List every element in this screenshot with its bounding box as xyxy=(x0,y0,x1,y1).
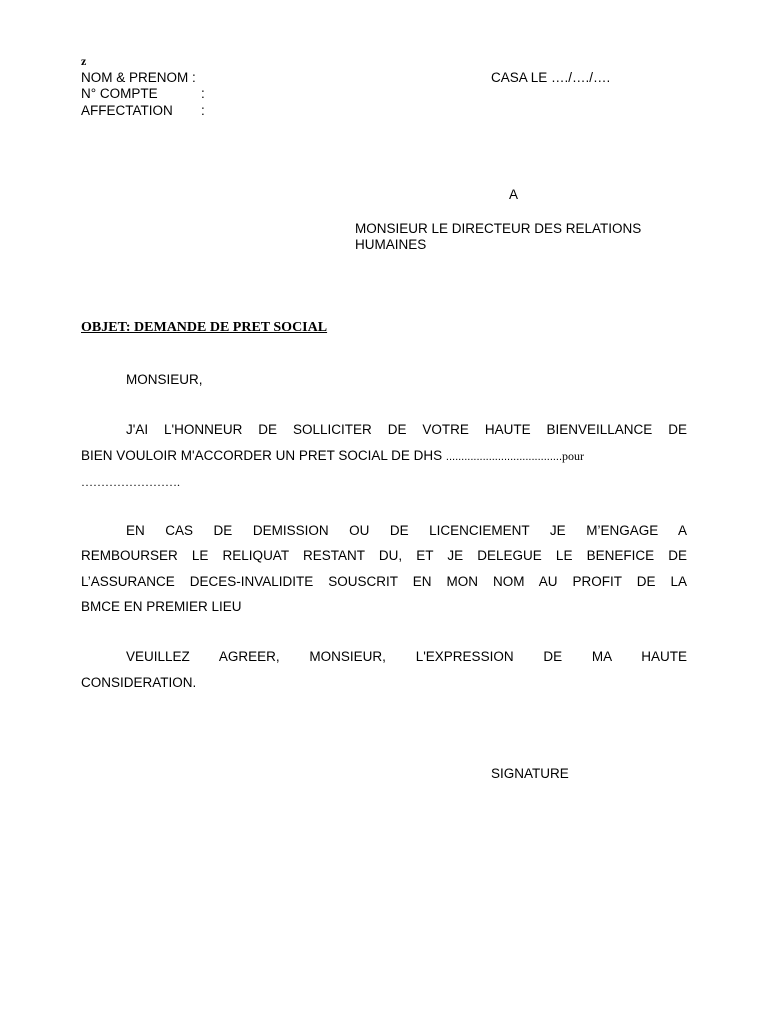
paragraph-2-line-4: BMCE EN PREMIER LIEU xyxy=(81,599,242,614)
signature-label: SIGNATURE xyxy=(491,766,569,781)
purpose-blank: ……………………. xyxy=(81,475,180,489)
header-mark: z xyxy=(81,54,87,68)
loan-request-text: BIEN VOULOIR M'ACCORDER UN PRET SOCIAL DE DHS xyxy=(81,448,443,463)
paragraph-2-line-1: EN CAS DE DEMISSION OU DE LICENCIEMENT JE M’ENGAGE A xyxy=(126,523,687,538)
assignment-field-label: AFFECTATION xyxy=(81,103,173,118)
purpose-word: pour xyxy=(562,449,585,463)
paragraph-1-line-1: J'AI L'HONNEUR DE SOLLICITER DE VOTRE HAUTE BIENVEILLANCE DE xyxy=(126,422,687,437)
account-field-colon: : xyxy=(201,86,205,101)
assignment-field-colon: : xyxy=(201,103,205,118)
name-field-label: NOM & PRENOM : xyxy=(81,70,196,85)
date-line: CASA LE …./…./…. xyxy=(491,70,611,85)
paragraph-2-line-3: L’ASSURANCE DECES-INVALIDITE SOUSCRIT EN MON NOM AU PROFIT DE LA xyxy=(81,574,687,589)
recipient-line-1: MONSIEUR LE DIRECTEUR DES RELATIONS xyxy=(355,221,642,236)
recipient-line-2: HUMAINES xyxy=(355,237,427,252)
recipient-prefix: A xyxy=(509,187,519,202)
paragraph-2-line-2: REMBOURSER LE RELIQUAT RESTANT DU, ET JE DELEGUE LE BENEFICE DE xyxy=(81,548,687,563)
amount-blank: ...................................... xyxy=(445,451,563,463)
letter-subject: OBJET: DEMANDE DE PRET SOCIAL xyxy=(81,320,328,335)
account-field-label: N° COMPTE xyxy=(81,86,158,101)
closing-line-2: CONSIDERATION. xyxy=(81,675,197,690)
paragraph-1-line-2 xyxy=(81,447,687,466)
closing-line-1: VEUILLEZ AGREER, MONSIEUR, L'EXPRESSION DE MA HAUTE xyxy=(126,649,687,664)
salutation: MONSIEUR, xyxy=(126,372,203,387)
